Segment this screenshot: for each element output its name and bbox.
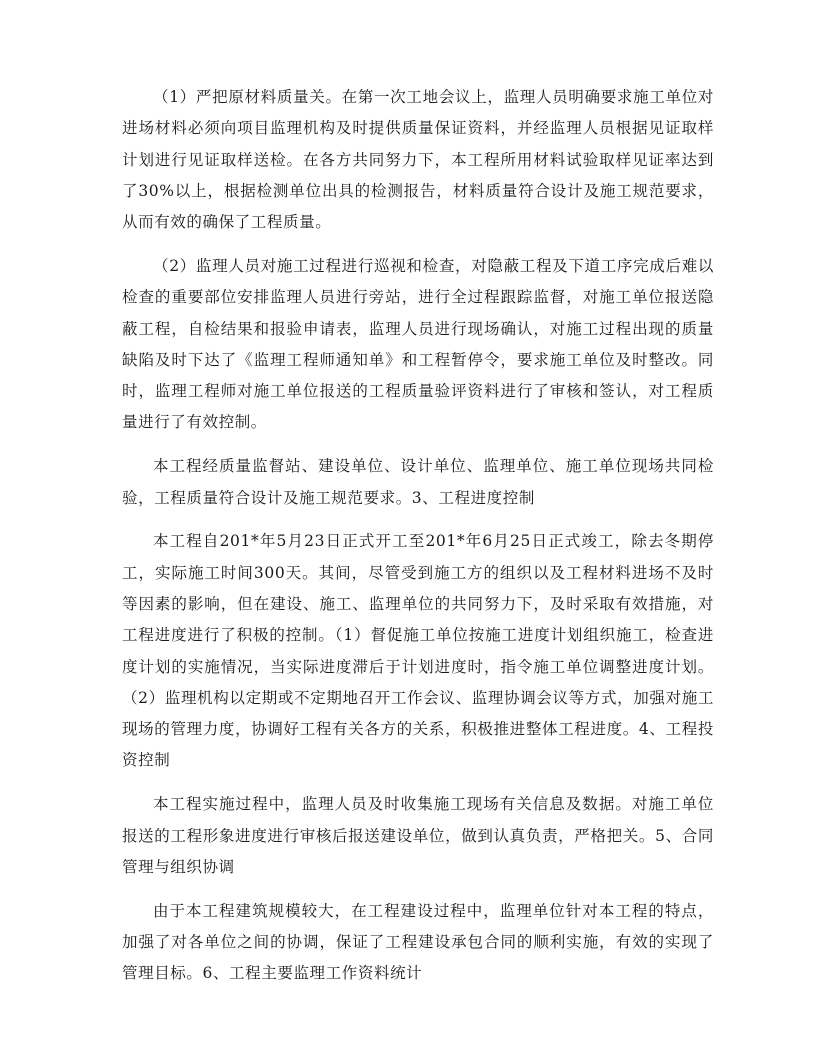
- paragraph-material-quality: （1）严把原材料质量关。在第一次工地会议上，监理人员明确要求施工单位对进场材料必须向项目监理机构及时提供质量保证资料，并经监理人员根据见证取样计划进行见证取样送检。在各方共同努力下，本工程所用材料试验取样见证率达到了30%以上，根据检测单位出具的检测报告，材料质量符合设计及施工规范要求，从而有效的确保了工程质量。: [122, 88, 714, 232]
- paragraph-process-inspection: （2）监理人员对施工过程进行巡视和检查，对隐蔽工程及下道工序完成后难以检查的重要部位安排监理人员进行旁站，进行全过程跟踪监督，对施工单位报送隐蔽工程，自检结果和报验申请表，监理人员进行现场确认，对施工过程出现的质量缺陷及时下达了《监理工程师通知单》和工程暂停令，要求施工单位及时整改。同时，监理工程师对施工单位报送的工程质量验评资料进行了审核和签认，对工程质量进行了有效控制。: [122, 256, 714, 432]
- paragraph-investment-control: 本工程实施过程中，监理人员及时收集施工现场有关信息及数据。对施工单位报送的工程形象进度进行审核后报送建设单位，做到认真负责，严格把关。5、合同管理与组织协调: [122, 795, 714, 876]
- paragraph-coordination: 由于本工程建筑规模较大，在工程建设过程中，监理单位针对本工程的特点，加强了对各单位之间的协调，保证了工程建设承包合同的顺利实施，有效的实现了管理目标。6、工程主要监理工作资料统计: [122, 901, 714, 983]
- paragraph-quality-acceptance: 本工程经质量监督站、建设单位、设计单位、监理单位、施工单位现场共同检验，工程质量符合设计及施工规范要求。3、工程进度控制: [122, 457, 714, 507]
- paragraph-schedule-control: 本工程自201*年5月23日正式开工至201*年6月25日正式竣工，除去冬期停工，实际施工时间300天。其间，尽管受到施工方的组织以及工程材料进场不及时等因素的影响，但在建设、施工、监理单位的共同努力下，及时采取有效措施，对工程进度进行了积极的控制。（1）督促施工单位按施工进度计划组织施工，检查进度计划的实施情况，当实际进度滞后于计划进度时，指令施工单位调整进度计划。（2）监理机构以定期或不定期地召开工作会议、监理协调会议等方式，加强对施工现场的管理力度，协调好工程有关各方的关系，积极推进整体工程进度。4、工程投资控制: [122, 532, 714, 770]
- document-page: [122, 82, 714, 1002]
